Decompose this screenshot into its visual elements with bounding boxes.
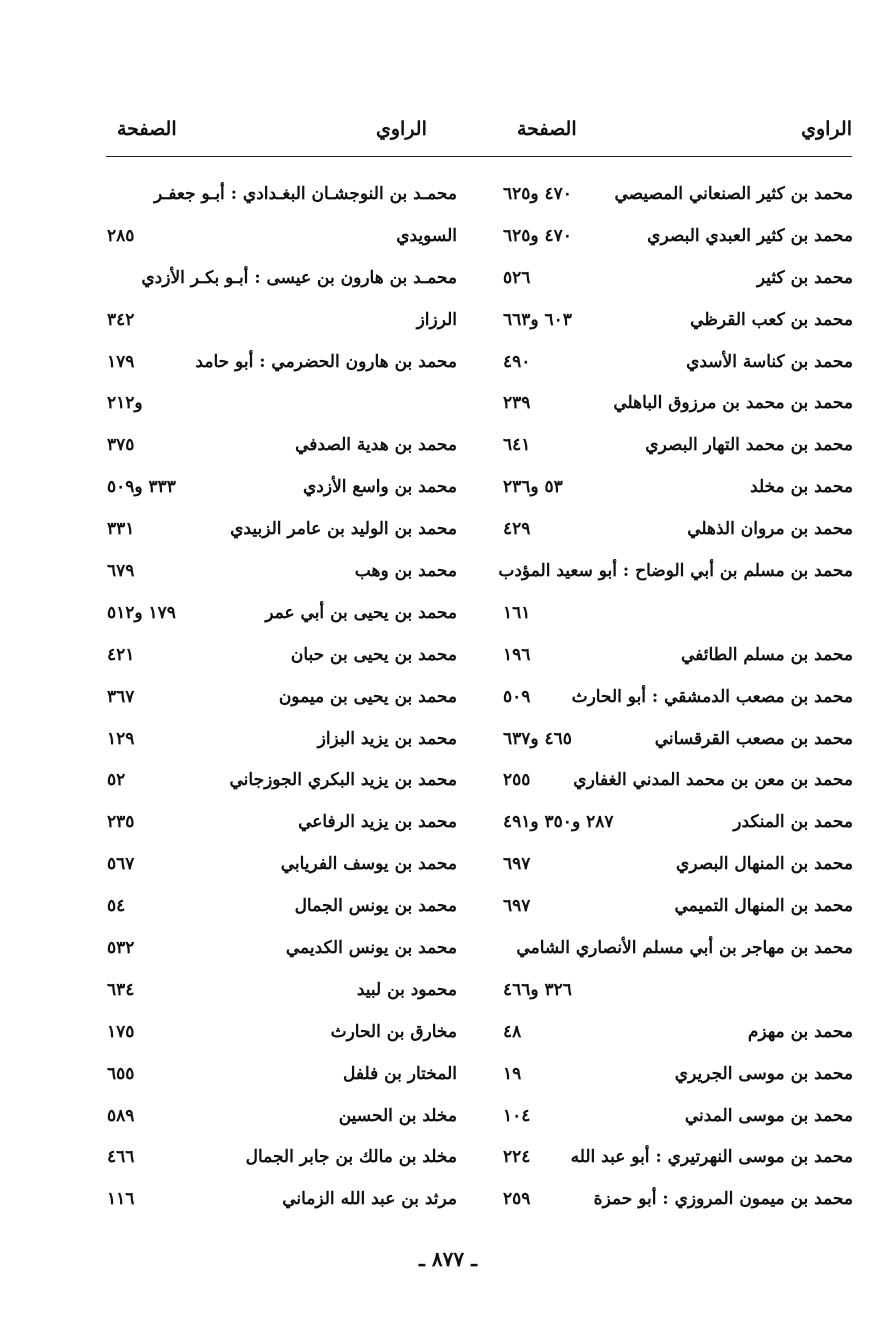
list-item bbox=[503, 1141, 853, 1183]
page-ref: ١٩٦ bbox=[503, 644, 531, 665]
narrator-name: السويدي bbox=[396, 225, 457, 246]
page-ref: ١٩ bbox=[503, 1063, 522, 1084]
header-right-narrator: الراوي bbox=[801, 118, 852, 140]
page-ref: ٤٧٠ و٦٢٥ bbox=[503, 225, 572, 246]
list-item bbox=[503, 1016, 853, 1058]
narrator-name: محمد بن الوليد بن عامر الزبيدي bbox=[230, 519, 457, 540]
left-column bbox=[107, 178, 457, 1225]
page-ref: و٢١٢ bbox=[107, 393, 143, 414]
list-item bbox=[107, 262, 457, 304]
narrator-name: محمد بن يحيى بن ميمون bbox=[278, 686, 457, 707]
narrator-name: محمد بن واسع الأزدي bbox=[303, 477, 457, 498]
narrator-name: محمد بن يونس الكديمي bbox=[285, 938, 457, 959]
narrator-name: محمد بن مروان الذهلي bbox=[687, 519, 853, 540]
narrator-name: محمد بن وهب bbox=[354, 561, 457, 582]
list-item bbox=[503, 178, 853, 220]
list-item bbox=[107, 1100, 457, 1142]
page-ref: ٦٩٧ bbox=[503, 896, 531, 917]
page-ref: ٥٢ bbox=[107, 770, 126, 791]
narrator-name: محمد بن موسى الجريري bbox=[674, 1063, 853, 1084]
narrator-name: محمـد بن النوجشـان البغـدادي : أبـو جعفـر bbox=[153, 184, 457, 204]
list-item bbox=[503, 974, 853, 1016]
list-item bbox=[107, 932, 457, 974]
narrator-name: محمد بن معن بن محمد المدني الغفاري bbox=[573, 770, 853, 791]
narrator-name: محمد بن محمد بن مرزوق الباهلي bbox=[613, 393, 853, 414]
narrator-name: محمد بن يزيد الرفاعي bbox=[298, 812, 457, 833]
list-item bbox=[503, 304, 853, 346]
narrator-name: مخارق بن الحارث bbox=[330, 1021, 457, 1042]
page-ref: ١١٦ bbox=[107, 1189, 135, 1210]
list-item bbox=[503, 387, 853, 429]
header-left-narrator: الراوي bbox=[376, 118, 427, 140]
list-item bbox=[503, 806, 853, 848]
page-ref: ٣٢٦ و٤٦٦ bbox=[503, 979, 572, 1000]
list-item bbox=[107, 178, 457, 220]
list-item bbox=[107, 1058, 457, 1100]
list-item bbox=[107, 220, 457, 262]
list-item bbox=[107, 387, 457, 429]
page-ref: ٤٨ bbox=[503, 1021, 522, 1042]
list-item bbox=[107, 429, 457, 471]
narrator-name: مخلد بن مالك بن جابر الجمال bbox=[245, 1147, 457, 1168]
list-item bbox=[107, 764, 457, 806]
list-item bbox=[503, 597, 853, 639]
narrator-name: محمد بن يوسف الفريابي bbox=[280, 854, 457, 875]
list-item bbox=[107, 471, 457, 513]
narrator-name: محمد بن كناسة الأسدي bbox=[686, 351, 853, 372]
list-item bbox=[498, 555, 853, 597]
narrator-name: محمد بن مصعب الدمشقي : أبو الحارث bbox=[571, 686, 853, 707]
page-ref: ١٦١ bbox=[503, 602, 531, 623]
page-ref: ١٧٩ bbox=[107, 351, 135, 372]
page-ref: ٢٣٩ bbox=[503, 393, 531, 414]
list-item bbox=[503, 723, 853, 765]
narrator-name: محمد بن ميمون المروزي : أبو حمزة bbox=[593, 1189, 853, 1210]
list-item bbox=[107, 1016, 457, 1058]
list-item bbox=[503, 764, 853, 806]
list-item bbox=[107, 639, 457, 681]
page-ref: ٤٦٦ bbox=[107, 1147, 135, 1168]
list-item bbox=[503, 513, 853, 555]
narrator-name: مرثد بن عبد الله الزماني bbox=[282, 1189, 457, 1210]
list-item bbox=[503, 848, 853, 890]
narrator-name: محمد بن مصعب القرقساني bbox=[654, 728, 853, 749]
page-ref: ٥٣٢ bbox=[107, 938, 135, 959]
narrator-name: محمد بن المنهال التميمي bbox=[674, 896, 853, 917]
page-ref: ٣٦٧ bbox=[107, 686, 135, 707]
narrator-name: محمد بن يزيد البزاز bbox=[317, 728, 457, 749]
page-ref: ٣٤٢ bbox=[107, 309, 135, 330]
list-item bbox=[503, 346, 853, 388]
page-ref: ٦٩٧ bbox=[503, 854, 531, 875]
page-ref: ٥٣ و٢٣٦ bbox=[503, 477, 563, 498]
narrator-name: محمد بن يحيى بن أبي عمر bbox=[265, 602, 457, 623]
list-item bbox=[107, 806, 457, 848]
page-ref: ٢٣٥ bbox=[107, 812, 135, 833]
list-item bbox=[107, 346, 457, 388]
list-item bbox=[107, 555, 457, 597]
header-right-page: الصفحة bbox=[517, 118, 577, 140]
narrator-name: محمد بن محمد التهار البصري bbox=[645, 435, 853, 456]
list-item bbox=[503, 890, 853, 932]
page-ref: ٣٣٣ و٥٠٩ bbox=[107, 477, 176, 498]
list-item bbox=[107, 597, 457, 639]
page-ref: ١٧٥ bbox=[107, 1021, 135, 1042]
narrator-name: محمد بن يزيد البكري الجوزجاني bbox=[229, 770, 457, 791]
page-ref: ٥٦٧ bbox=[107, 854, 135, 875]
narrator-name: محمود بن لبيد bbox=[356, 979, 457, 1000]
header-left-page: الصفحة bbox=[117, 118, 177, 140]
page-ref: ٤٢١ bbox=[107, 644, 135, 665]
narrator-name: محمد بن مهاجر بن أبي مسلم الأنصاري الشامي bbox=[516, 938, 853, 959]
list-item bbox=[503, 1183, 853, 1225]
narrator-name: المختار بن فلفل bbox=[343, 1063, 457, 1084]
list-item bbox=[107, 848, 457, 890]
list-item bbox=[503, 471, 853, 513]
narrator-name: محمد بن موسى النهرتيري : أبو عبد الله bbox=[570, 1147, 853, 1168]
narrator-name: محمد بن مسلم الطائفي bbox=[680, 644, 853, 665]
narrator-name: محمد بن كثير الصنعاني المصيصي bbox=[614, 184, 853, 204]
header-divider bbox=[106, 156, 852, 157]
narrator-name: محمد بن المنهال البصري bbox=[676, 854, 853, 875]
list-item bbox=[107, 1183, 457, 1225]
page-ref: ٣٣١ bbox=[107, 519, 135, 540]
list-item bbox=[107, 723, 457, 765]
page-ref: ٢٥٥ bbox=[503, 770, 531, 791]
narrator-name: محمد بن كثير العبدي البصري bbox=[647, 225, 853, 246]
page-ref: ٢٢٤ bbox=[503, 1147, 531, 1168]
list-item bbox=[107, 304, 457, 346]
narrator-name: محمد بن مسلم بن أبي الوضاح : أبو سعيد المؤدب bbox=[498, 561, 853, 582]
list-item bbox=[503, 681, 853, 723]
list-item bbox=[503, 429, 853, 471]
page-ref: ٢٨٧ و٣٥٠ و٤٩١ bbox=[503, 812, 614, 833]
list-item bbox=[503, 1058, 853, 1100]
page-ref: ٤٢٩ bbox=[503, 519, 531, 540]
page-ref: ٦٠٣ و٦٦٣ bbox=[503, 309, 572, 330]
page-ref: ٦٤١ bbox=[503, 435, 531, 456]
narrator-name: محمد بن يحيى بن حبان bbox=[290, 644, 457, 665]
narrator-name: محمد بن يونس الجمال bbox=[294, 896, 457, 917]
list-item bbox=[107, 513, 457, 555]
narrator-name: محمد بن هدية الصدفي bbox=[295, 435, 457, 456]
list-item bbox=[503, 639, 853, 681]
page-ref: ٤٧٠ و٦٢٥ bbox=[503, 184, 572, 204]
page-ref: ٥٠٩ bbox=[503, 686, 531, 707]
page-ref: ٢٥٩ bbox=[503, 1189, 531, 1210]
page-ref: ٢٨٥ bbox=[107, 225, 135, 246]
list-item bbox=[503, 220, 853, 262]
page-ref: ٥٨٩ bbox=[107, 1105, 135, 1126]
page-ref: ٤٩٠ bbox=[503, 351, 531, 372]
list-item bbox=[503, 262, 853, 304]
narrator-name: مخلد بن الحسين bbox=[338, 1105, 457, 1126]
page-ref: ١٢٩ bbox=[107, 728, 135, 749]
list-item bbox=[503, 932, 853, 974]
page-ref: ٤٦٥ و٦٣٧ bbox=[503, 728, 572, 749]
page-ref: ٣٧٥ bbox=[107, 435, 135, 456]
page-ref: ١٠٤ bbox=[503, 1105, 531, 1126]
list-item bbox=[107, 890, 457, 932]
narrator-name: الرزاز bbox=[416, 309, 457, 330]
list-item bbox=[107, 681, 457, 723]
narrator-name: محمـد بن هارون بن عيسى : أبـو بكـر الأزدي bbox=[141, 267, 457, 288]
page-ref: ٦٧٩ bbox=[107, 561, 135, 582]
narrator-name: محمد بن هارون الحضرمي : أبو حامد bbox=[195, 351, 457, 372]
page-number: ـ ٨٧٧ ـ bbox=[419, 1247, 477, 1271]
narrator-name: محمد بن مهزم bbox=[747, 1021, 853, 1042]
page-ref: ٦٥٥ bbox=[107, 1063, 135, 1084]
page-ref: ٥٤ bbox=[107, 896, 126, 917]
page-ref: ٦٣٤ bbox=[107, 979, 135, 1000]
narrator-name: محمد بن مخلد bbox=[750, 477, 853, 498]
list-item bbox=[107, 1141, 457, 1183]
page-ref: ١٧٩ و٥١٢ bbox=[107, 602, 176, 623]
list-item bbox=[503, 1100, 853, 1142]
narrator-name: محمد بن المنكدر bbox=[733, 812, 853, 833]
list-item bbox=[107, 974, 457, 1016]
narrator-name: محمد بن موسى المدني bbox=[684, 1105, 853, 1126]
page-ref: ٥٢٦ bbox=[503, 267, 531, 288]
narrator-name: محمد بن كعب القرظي bbox=[690, 309, 853, 330]
right-column bbox=[498, 178, 853, 1225]
narrator-name: محمد بن كثير bbox=[756, 267, 853, 288]
